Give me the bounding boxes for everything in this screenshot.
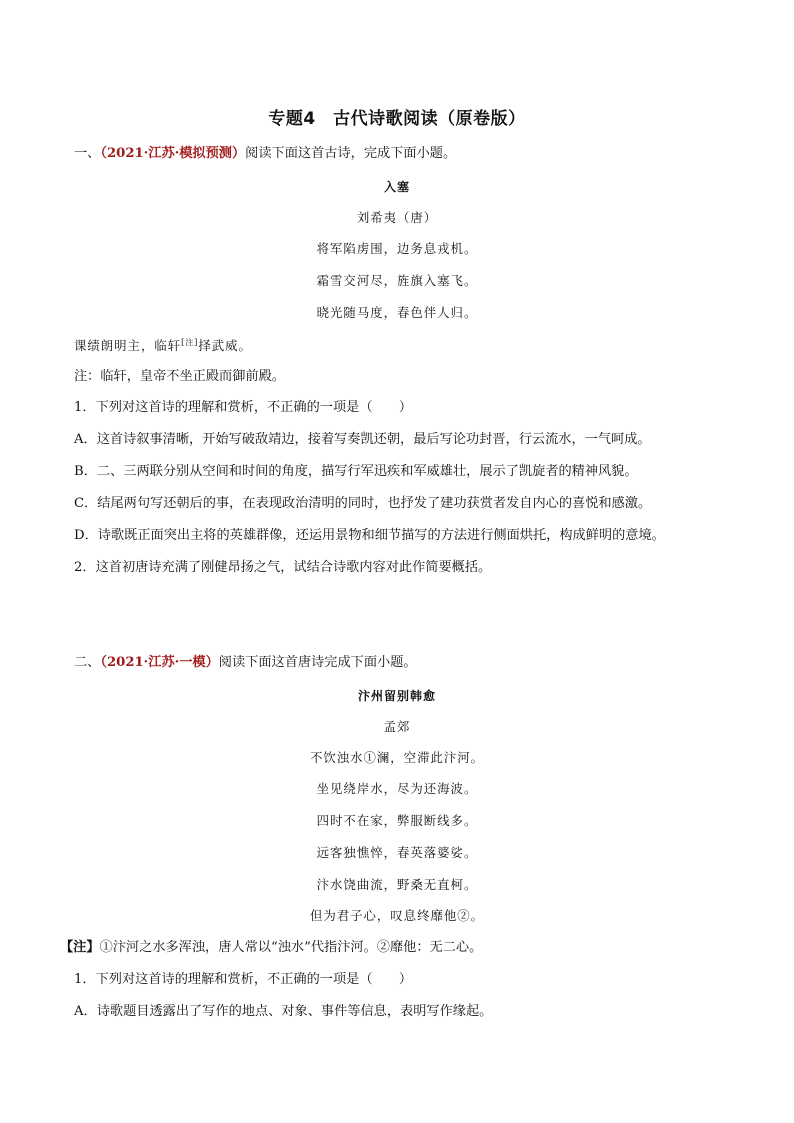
- section2-instruction: 阅读下面这首唐诗完成下面小题。: [218, 655, 417, 670]
- section1-option-a: A．这首诗叙事清晰，开始写破敌靖边，接着写奏凯还朝，最后写论功封晋，行云流水，一气呵成。: [74, 432, 651, 447]
- section2-header: [74, 654, 417, 672]
- section1-poem-line: 霜雪交河尽，旌旗入塞飞。: [316, 273, 478, 288]
- section2-poem-line: 汴水饶曲流，野桑无直柯。: [316, 877, 478, 892]
- section1-note: 注：临轩，皇帝不坐正殿而御前殿。: [74, 369, 285, 384]
- section2-poem-line: 四时不在家，弊服断线多。: [316, 813, 478, 828]
- section1-instruction: 阅读下面这首古诗，完成下面小题。: [245, 146, 457, 161]
- section1-option-b: B．二、三两联分别从空间和时间的角度，描写行军迅疾和军威雄壮，展示了凯旋者的精神风貌。: [74, 464, 638, 479]
- footnote-marker: [注]: [181, 337, 199, 347]
- section1-prefix: 一、: [74, 146, 101, 161]
- section1-option-d: D．诗歌既正面突出主将的英雄群像，还运用景物和细节描写的方法进行侧面烘托，构成鲜明的意境。: [74, 528, 665, 543]
- section2-option-a: A．诗歌题目透露出了写作的地点、对象、事件等信息，表明写作缘起。: [74, 1004, 493, 1019]
- section1-poem-author: 刘希夷（唐）: [356, 210, 438, 225]
- section1-poem-line: 将军陷虏围，边务息戎机。: [316, 241, 478, 256]
- section2-source: （2021·江苏·一模）: [100, 655, 219, 670]
- section1-source: （2021·江苏·模拟预测）: [100, 146, 246, 161]
- section2-poem-line: 坐见绕岸水，尽为还海波。: [316, 781, 478, 796]
- section1-header: [74, 145, 456, 163]
- section2-poem-line: 远客独憔悴，春英落婆娑。: [316, 845, 478, 860]
- section2-question-1: 1．下列对这首诗的理解和赏析，不正确的一项是（ ）: [74, 972, 413, 987]
- section1-option-c: C．结尾两句写还朝后的事，在表现政治清明的同时，也抒发了建功获赏者发自内心的喜悦和感激。: [74, 496, 652, 511]
- section1-poem-last-line: 课绩朗明主，临轩[注]择武威。: [74, 337, 252, 353]
- note-text: ①汴河之水多浑浊，唐人常以“浊水”代指汴河。②靡他：无二心。: [99, 940, 483, 955]
- section1-poem-line: 晓光随马度，春色伴人归。: [316, 305, 478, 320]
- section1-poem-title: 入塞: [383, 180, 410, 194]
- section2-note: [60, 939, 482, 957]
- section2-prefix: 二、: [74, 655, 101, 670]
- document-title: 专题4 古代诗歌阅读（原卷版）: [268, 109, 526, 129]
- section2-poem-line: 但为君子心，叹息终靡他②。: [309, 908, 485, 923]
- section1-question-1: 1．下列对这首诗的理解和赏析，不正确的一项是（ ）: [74, 400, 413, 415]
- note-label: 【注】: [60, 940, 100, 955]
- section2-poem-author: 孟郊: [383, 719, 411, 734]
- section2-poem-line: 不饮浊水①澜，空滞此汴河。: [309, 750, 485, 765]
- section1-question-2: 2．这首初唐诗充满了刚健昂扬之气，试结合诗歌内容对此作简要概括。: [74, 560, 492, 575]
- section2-poem-title: 汴州留别韩愈: [357, 689, 436, 703]
